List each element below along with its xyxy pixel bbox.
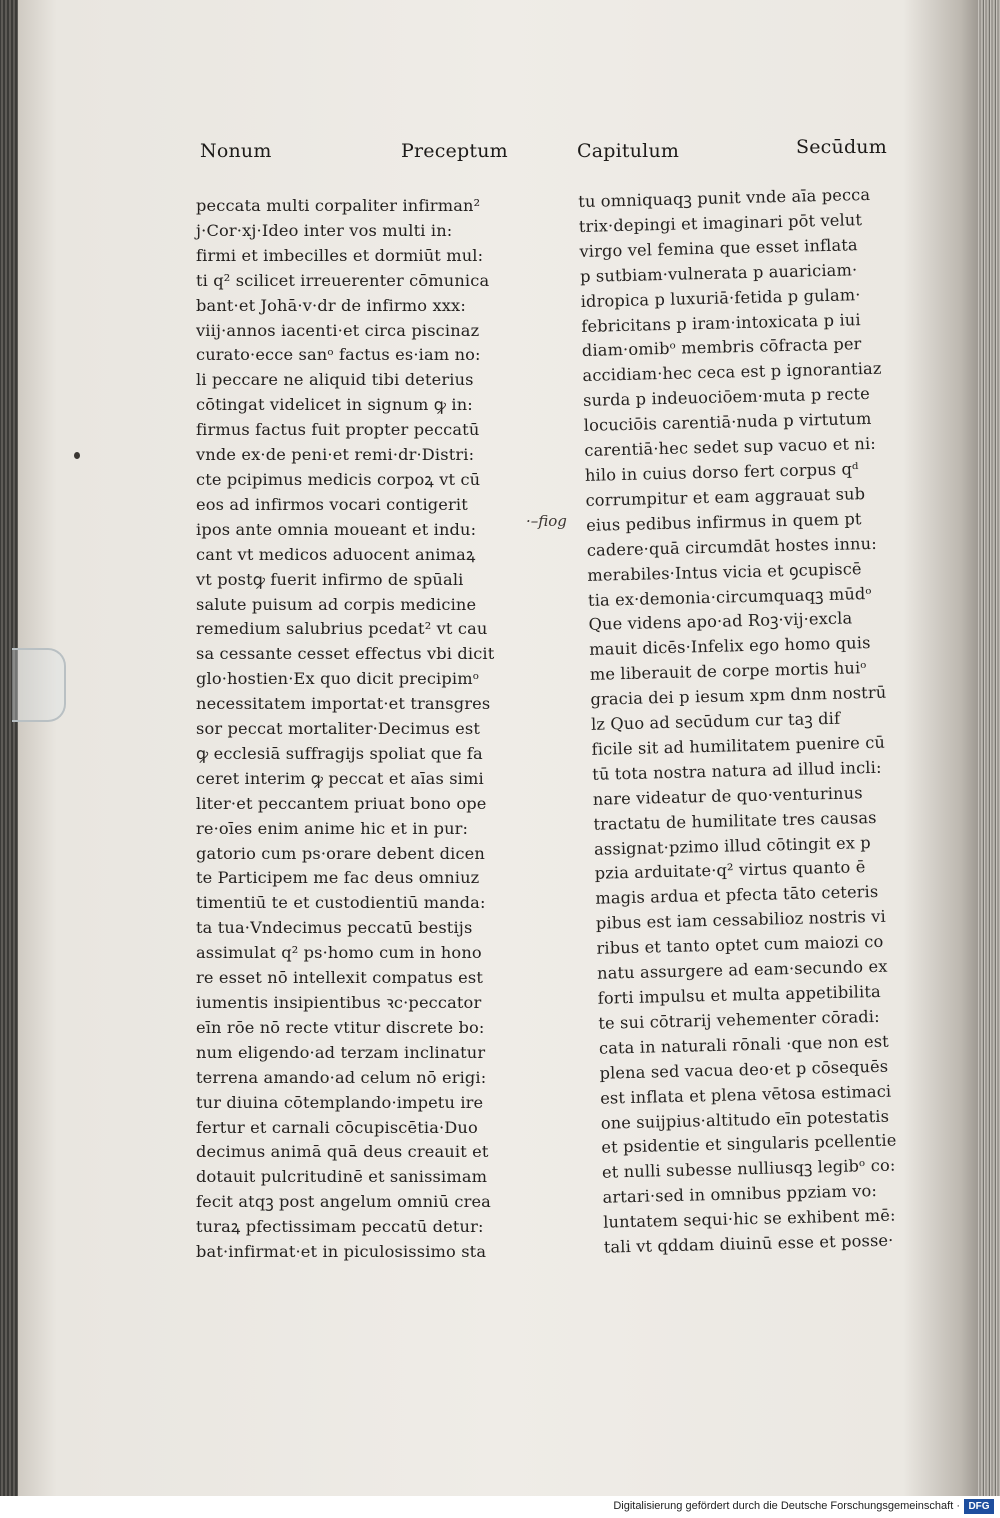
text-line: me liberauit de corpe mortis huiᵒ: [589, 658, 867, 685]
text-line: salute puisum ad corpis medicine: [196, 594, 477, 614]
text-line: j·Cor·xj·Ideo inter vos multi in:: [196, 220, 453, 240]
text-line: tu omniquaqꝫ punit vnde aīa pecca: [578, 184, 871, 211]
text-line: assignat·pzimo illud cōtingit ex p: [593, 832, 871, 859]
text-line: lz Quo ad secūdum cur taꝫ dif: [590, 708, 841, 734]
text-line: ꝙ ecclesiā suffragijs spoliat que fa: [196, 743, 483, 763]
text-line: mauit dicēs·Infelix ego homo quis: [589, 633, 871, 660]
text-line: artari·sed in omnibus ppziam vo:: [602, 1181, 878, 1207]
text-line: dotauit pulcritudinē et sanissimam: [196, 1167, 488, 1187]
text-line: bant·et Johā·v·dr de infirmo xxx:: [196, 295, 466, 315]
text-line: cōtingat videlicet in signum ꝙ in:: [196, 395, 473, 415]
text-line: firmus factus fuit propter peccatū: [196, 420, 480, 440]
text-line: natu assurgere ad eam·secundo ex: [596, 956, 888, 983]
text-line: assimulat q² ps·homo cum in hono: [196, 943, 482, 963]
text-line: virgo vel femina que esset inflata: [579, 234, 858, 261]
text-line: tractatu de humilitate tres causas: [593, 807, 877, 834]
text-line: ta tua·Vndecimus peccatū bestijs: [196, 918, 473, 938]
text-column-left: [196, 194, 518, 1265]
text-line: one suijpius·altitudo eīn potestatis: [600, 1106, 890, 1133]
text-line: te sui cōtrarij vehementer cōradi:: [598, 1006, 880, 1033]
text-line: nare videatur de quo·venturinus: [592, 782, 863, 809]
text-line: est inflata et plena vētosa estimaci: [599, 1081, 892, 1108]
text-line: ceret interim ꝙ peccat et aīas simi: [196, 768, 484, 788]
text-line: carentiā·hec sedet sup vacuo et ni:: [584, 433, 877, 460]
text-line: cadere·quā circumdāt hostes innu:: [586, 533, 878, 560]
running-head-nonum: Nonum: [200, 140, 272, 162]
dfg-logo: DFG: [964, 1499, 994, 1514]
text-line: eīn rōe nō recte vtitur discrete bo:: [196, 1017, 485, 1037]
marginal-annotation: ·–fiog: [526, 512, 567, 530]
text-line: gracia dei p iesum xpm dnm nostrū: [590, 682, 887, 709]
text-line: num eligendo·ad terzam inclinatur: [196, 1042, 486, 1062]
text-line: locuciōis carentiā·nuda p virtutum: [583, 409, 872, 436]
text-line: remedium salubrius pcedat² vt cau: [196, 619, 488, 639]
text-line: timentiū te et custodientiū manda:: [196, 893, 486, 913]
text-line: hilo in cuius dorso fert corpus qᵈ: [584, 459, 859, 485]
funding-credit: Digitalisierung gefördert durch die Deutsche Forschungsgemeinschaft ·: [613, 1500, 960, 1512]
text-line: vt postꝙ fuerit infirmo de spūali: [196, 569, 464, 589]
text-line: cte pcipimus medicis corpoꝝ vt cū: [196, 469, 481, 489]
text-line: decimus animā quā deus creauit et: [196, 1142, 489, 1162]
text-line: plena sed vacua deo·et p cōsequēs: [599, 1056, 889, 1083]
text-line: trix·depingi et imaginari pōt velut: [578, 209, 863, 236]
text-line: luntatem sequi·hic se exhibent mē:: [602, 1205, 896, 1232]
text-line: cant vt medicos aduocent animaꝝ: [196, 544, 476, 564]
text-line: magis ardua et pfecta tāto ceteris: [595, 882, 879, 909]
text-line: ficile sit ad humilitatem puenire cū: [591, 732, 886, 759]
text-line: turaꝝ pfectissimam peccatū detur:: [196, 1217, 484, 1237]
text-line: bat·infirmat·et in piculosissimo sta: [196, 1242, 487, 1262]
text-line: fertur et carnali cōcupiscētia·Duo: [196, 1117, 478, 1137]
book-left-edge: [0, 0, 18, 1496]
text-line: gatorio cum ps·orare debent dicen: [196, 843, 485, 863]
text-line: te Participem me fac deus omniuz: [196, 868, 480, 888]
text-line: merabiles·Intus vicia et ꝯcupiscē: [587, 558, 862, 585]
running-head-secundum: Secūdum: [796, 136, 887, 158]
book-page: [18, 0, 980, 1496]
text-line: glo·hostien·Ex quo dicit precipimᵒ: [196, 669, 480, 689]
text-line: pzia arduitate·q² virtus quanto ē: [594, 857, 866, 884]
text-line: eos ad infirmos vocari contigerit: [196, 494, 468, 514]
text-line: corrumpitur et eam aggrauat sub: [585, 483, 866, 510]
text-line: peccata multi corpaliter infirman²: [196, 196, 481, 215]
text-line: febricitans p iram·intoxicata p iui: [581, 309, 861, 336]
running-head-capitulum: Capitulum: [577, 140, 680, 162]
text-line: diam·omibᵒ membris cōfracta per: [581, 334, 862, 361]
text-line: liter·et peccantem priuat bono ope: [196, 793, 487, 813]
text-line: eius pedibus infirmus in quem pt: [585, 508, 862, 535]
text-line: et psidentie et singularis pcellentie: [601, 1130, 897, 1158]
text-line: ipos ante omnia moueant et indu:: [196, 519, 477, 539]
text-line: iumentis insipientibus ꝛc·peccator: [196, 993, 482, 1012]
text-line: sa cessante cesset effectus vbi dicit: [196, 644, 495, 664]
text-line: re esset nō intellexit compatus est: [196, 968, 483, 988]
text-line: vnde ex·de peni·et remi·dr·Distri:: [196, 445, 475, 465]
text-line: forti impulsu et multa appetibilita: [597, 981, 881, 1008]
text-line: sor peccat mortaliter·Decimus est: [196, 719, 480, 739]
text-line: et nulli subesse nulliusqꝫ legibᵒ co:: [601, 1155, 896, 1183]
text-line: firmi et imbecilles et dormiūt mul:: [196, 245, 484, 265]
text-line: p sutbiam·vulnerata p auariciam·: [579, 259, 858, 286]
text-line: Que videns apo·ad Roꝫ·vij·excla: [588, 608, 853, 635]
text-column-right: [578, 182, 922, 1260]
page-clip: [12, 648, 66, 722]
text-line: re·oīes enim anime hic et in pur:: [196, 818, 469, 838]
footer-bar: [0, 1496, 1000, 1518]
text-line: li peccare ne aliquid tibi deterius: [196, 370, 474, 390]
text-line: surda p indeuociōem·muta p recte: [582, 384, 871, 411]
text-line: tur diuina cōtemplando·impetu ire: [196, 1092, 484, 1112]
running-head-preceptum: Preceptum: [401, 140, 508, 162]
text-line: curato·ecce sanᵒ factus es·iam no:: [196, 345, 481, 365]
text-line: fecit atqꝫ post angelum omniū crea: [196, 1192, 491, 1212]
ink-speck: [74, 452, 80, 459]
text-line: tū tota nostra natura ad illud incli:: [592, 757, 882, 784]
text-line: tali vt qddam diuinū esse et posse·: [603, 1230, 894, 1257]
text-line: terrena amando·ad celum nō erigi:: [196, 1067, 487, 1087]
text-line: viij·annos iacenti·et circa piscinaz: [196, 320, 480, 340]
text-line: idropica p luxuriā·fetida p gulam·: [580, 284, 861, 311]
text-line: tia ex·demonia·circumquaqꝫ mūdᵒ: [587, 583, 873, 610]
text-line: necessitatem importat·et transgres: [196, 694, 491, 714]
text-line: pibus est iam cessabilioz nostris vi: [595, 906, 887, 934]
text-line: ti q² scilicet irreuerenter cōmunica: [196, 270, 490, 290]
book-right-edge: [978, 0, 1000, 1496]
text-line: ribus et tanto optet cum maiozi co: [596, 931, 884, 958]
text-line: accidiam·hec ceca est p ignorantiaz: [582, 358, 882, 386]
text-line: cata in naturali rōnali ·que non est: [598, 1031, 890, 1058]
